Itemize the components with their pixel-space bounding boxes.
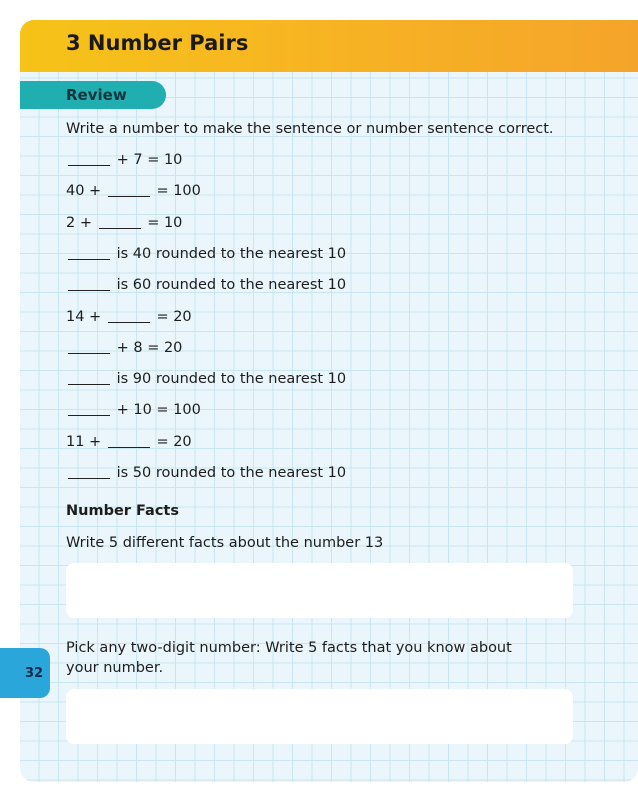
two-digit-answer-box[interactable] [66, 689, 573, 744]
problem-line [66, 152, 182, 172]
problem-line [66, 465, 346, 485]
problem-text-after: is 90 rounded to the nearest 10 [116, 371, 347, 388]
problem-line [66, 183, 201, 203]
number-facts-heading: Number Facts [66, 503, 179, 519]
answer-blank[interactable] [68, 289, 110, 291]
problem-text-after: is 60 rounded to the nearest 10 [116, 277, 347, 294]
problem-text-before: 14 + [66, 308, 102, 325]
review-heading: Review [66, 86, 127, 104]
answer-blank[interactable] [68, 164, 110, 166]
problem-text-before: 40 + [66, 183, 102, 200]
page-number: 32 [25, 666, 44, 681]
answer-blank[interactable] [99, 227, 141, 229]
problem-line [66, 434, 192, 454]
answer-blank[interactable] [68, 352, 110, 354]
answer-blank[interactable] [108, 446, 150, 448]
problem-text-after: = 10 [147, 214, 183, 231]
answer-blank[interactable] [68, 477, 110, 479]
problem-line [66, 309, 192, 329]
problem-text-after: = 20 [156, 433, 192, 450]
problem-text-after: + 10 = 100 [116, 402, 201, 419]
number-facts-answer-box[interactable] [66, 563, 573, 618]
problem-line [66, 371, 346, 391]
problem-line [66, 277, 346, 297]
problem-line [66, 215, 182, 235]
number-facts-prompt: Write 5 different facts about the number 13 [66, 535, 384, 551]
answer-blank[interactable] [108, 321, 150, 323]
instruction-text: Write a number to make the sentence or number sentence correct. [66, 121, 554, 137]
two-digit-prompt-line1: Pick any two-digit number: Write 5 facts that you know about [66, 640, 512, 656]
problem-text-after: = 100 [156, 183, 201, 200]
page-title: 3 Number Pairs [66, 31, 249, 55]
problem-text-after: = 20 [156, 308, 192, 325]
answer-blank[interactable] [68, 414, 110, 416]
problem-line [66, 340, 182, 360]
problem-line [66, 402, 201, 422]
two-digit-prompt-line2: your number. [66, 660, 164, 676]
answer-blank[interactable] [108, 195, 150, 197]
problem-text-before: 11 + [66, 433, 102, 450]
problem-line [66, 246, 346, 266]
problem-text-after: + 7 = 10 [116, 152, 183, 168]
problem-text-after: + 8 = 20 [116, 339, 183, 356]
problem-text-before: 2 + [66, 214, 92, 231]
problem-text-after: is 40 rounded to the nearest 10 [116, 245, 347, 262]
answer-blank[interactable] [68, 258, 110, 260]
problem-text-after: is 50 rounded to the nearest 10 [116, 465, 347, 481]
answer-blank[interactable] [68, 383, 110, 385]
